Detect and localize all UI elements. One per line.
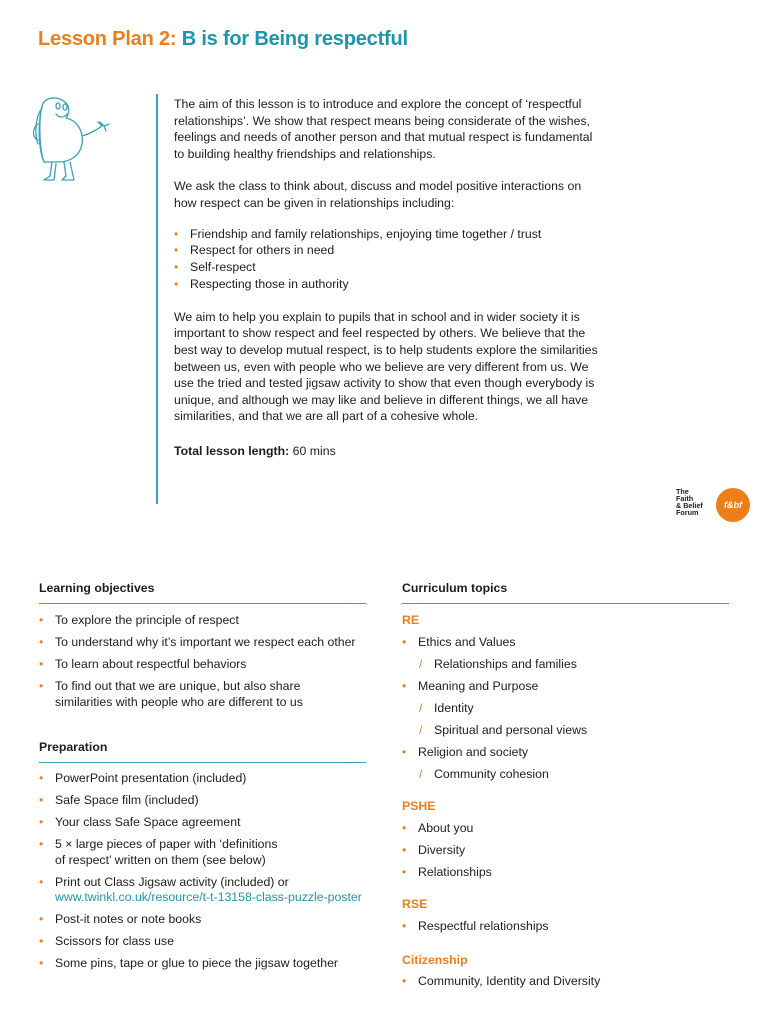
list-item: • Community, Identity and Diversity — [402, 974, 732, 990]
re-heading: RE — [402, 613, 420, 627]
list-item: • To learn about respectful behaviors — [39, 657, 369, 673]
list-item: • Respect for others in need — [174, 242, 604, 259]
list-item: • Safe Space film (included) — [39, 793, 374, 809]
twinkl-link[interactable]: www.twinkl.co.uk/resource/t-t-13158-class-puzzle-poster — [55, 890, 362, 904]
sub-list-item: / Community cohesion — [402, 767, 732, 783]
title-prefix: Lesson Plan 2: — [38, 28, 177, 50]
list-item: • To explore the principle of respect — [39, 613, 369, 629]
intro-section — [174, 96, 604, 460]
learning-objectives-list — [39, 613, 369, 710]
total-value: 60 mins — [292, 443, 336, 458]
intro-paragraph-2: We ask the class to think about, discuss and model positive interactions on how respect can be given in relationships including: — [174, 179, 582, 210]
curriculum-topics-heading: Curriculum topics — [402, 581, 508, 595]
logo-mark: f&bf — [716, 488, 750, 522]
list-item: • Ethics and Values — [402, 635, 732, 651]
sub-list-item: / Identity — [402, 701, 732, 717]
preparation-heading: Preparation — [39, 740, 108, 754]
list-item: • Post-it notes or note books — [39, 912, 374, 928]
list-item: • Friendship and family relationships, enjoying time together / trust — [174, 226, 604, 243]
intro-paragraph-3: We aim to help you explain to pupils that in school and in wider society it is important to show respect and feel respected by others. We believe that the best way to develop mutual respect, is to help students explore the similarities between us, even with people who we believe are very different from us. We use the tried and tested jigsaw activity to show that even though everybody is unique, and although we may like and believe in different things, we all have similarities, and that we are all part of a cohesive whole. — [174, 309, 598, 424]
title-main: B is for Being respectful — [181, 28, 408, 50]
list-item: • Religion and society — [402, 745, 732, 761]
logo-line: Forum — [676, 508, 699, 517]
faith-belief-forum-logo — [676, 488, 748, 524]
section-rule — [39, 762, 366, 763]
citizenship-heading: Citizenship — [402, 953, 468, 967]
pshe-topic-list — [402, 821, 732, 881]
re-topic-list — [402, 635, 732, 783]
sub-list-item: / Spiritual and personal views — [402, 723, 732, 739]
list-item: • Your class Safe Space agreement — [39, 815, 374, 831]
learning-objectives-heading: Learning objectives — [39, 581, 155, 595]
section-rule — [402, 603, 729, 604]
rse-topic-list — [402, 919, 732, 935]
intro-bullet-list — [174, 226, 604, 293]
list-item: • Respecting those in authority — [174, 276, 604, 293]
logo-line: The — [676, 487, 689, 496]
logo-line: Faith — [676, 494, 694, 503]
list-item-continuation: similarities with people who are different to us — [55, 694, 303, 709]
list-item: • Respectful relationships — [402, 919, 732, 935]
list-item-continuation: of respect’ written on them (see below) — [55, 852, 266, 867]
list-item: • To find out that we are unique, but also share — [39, 679, 369, 695]
section-rule — [39, 603, 366, 604]
total-label: Total lesson length: — [174, 443, 290, 458]
letter-b-mascot-illustration — [30, 92, 118, 188]
list-item: • 5 × large pieces of paper with ‘definitions — [39, 837, 374, 853]
citizenship-topic-list — [402, 974, 732, 990]
list-item: • PowerPoint presentation (included) — [39, 771, 374, 787]
logo-line: & Belief — [676, 501, 703, 510]
list-item: • Print out Class Jigsaw activity (included) or — [39, 875, 374, 891]
intro-paragraph-1: The aim of this lesson is to introduce and explore the concept of ‘respectful relationships’. We show that respect means being considerate of the wishes, feelings and needs of another person and that mutual respect is fundamental to building healthy friendships and relationships. — [174, 97, 593, 161]
rse-heading: RSE — [402, 897, 428, 911]
list-item: • Relationships — [402, 865, 732, 881]
list-item: • Some pins, tape or glue to piece the jigsaw together — [39, 956, 374, 972]
list-item: • About you — [402, 821, 732, 837]
total-lesson-length — [174, 443, 604, 460]
vertical-divider — [156, 94, 158, 504]
pshe-heading: PSHE — [402, 799, 436, 813]
resource-link[interactable] — [39, 890, 374, 906]
list-item: • To understand why it’s important we respect each other — [39, 635, 369, 651]
list-item: • Diversity — [402, 843, 732, 859]
list-item: • Self-respect — [174, 259, 604, 276]
preparation-list — [39, 771, 374, 972]
page-title — [38, 28, 408, 51]
sub-list-item: / Relationships and families — [402, 657, 732, 673]
list-item: • Scissors for class use — [39, 934, 374, 950]
list-item: • Meaning and Purpose — [402, 679, 732, 695]
